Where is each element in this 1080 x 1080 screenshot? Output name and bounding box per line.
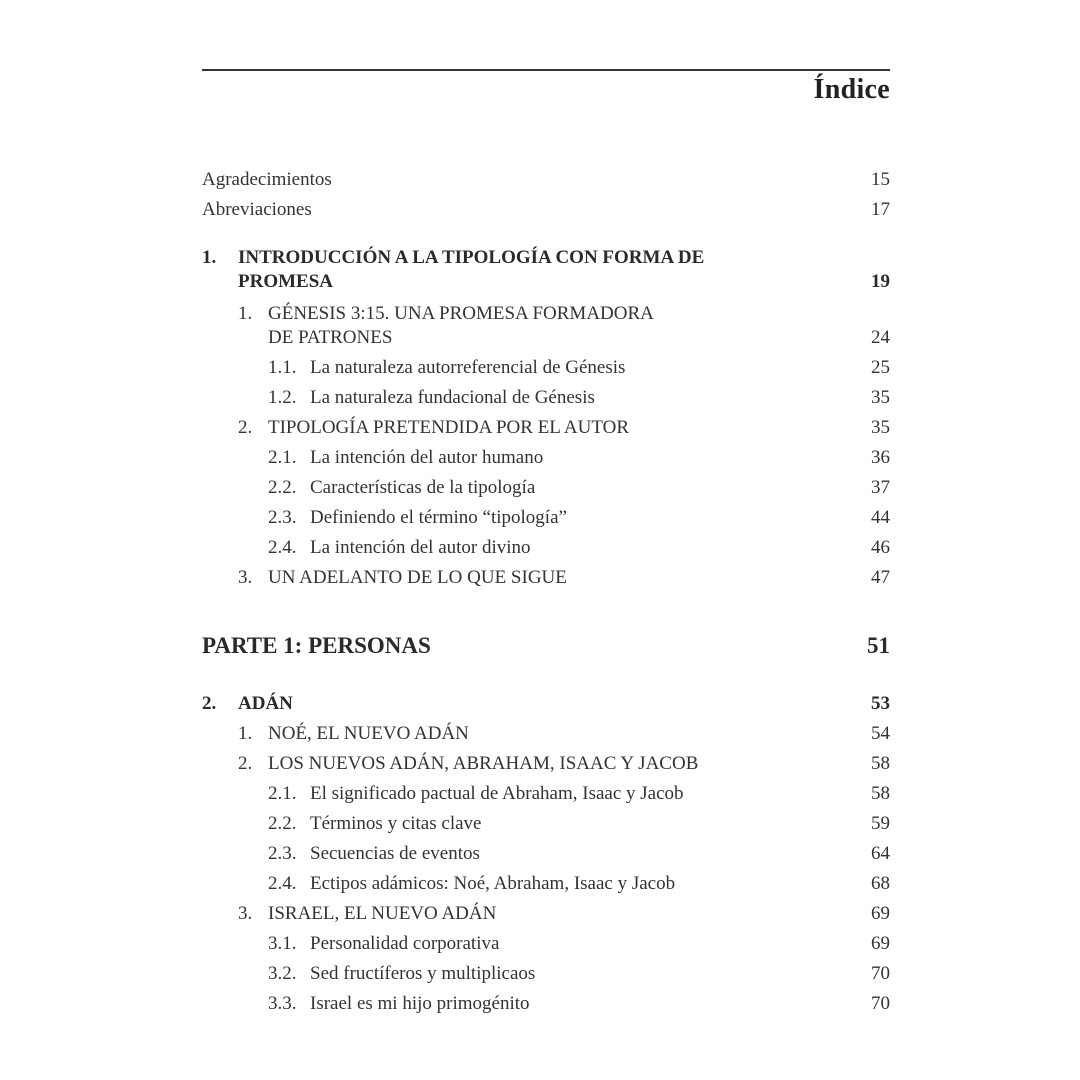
subsection-page: 37 [871,477,890,498]
entry-page: 17 [871,199,890,220]
subsection-page: 68 [871,873,890,894]
subsection-title: La intención del autor humano [310,447,544,468]
subsection-page: 59 [871,813,890,834]
chapter-title [238,246,704,294]
section-title: TIPOLOGÍA PRETENDIDA POR EL AUTOR [268,417,630,438]
subsection-number: 2.2. [268,477,297,498]
subsection-title: El significado pactual de Abraham, Isaac y Jacob [310,783,684,804]
section-number: 2. [238,417,253,438]
subsection-title: Términos y citas clave [310,813,482,834]
chapter-title-line-1: INTRODUCCIÓN A LA TIPOLOGÍA CON FORMA DE [238,247,705,268]
chapter-number: 2. [202,693,217,714]
subsection-number: 2.2. [268,813,297,834]
toc-entry-abreviaciones [202,198,890,222]
section-page: 47 [871,567,890,588]
subsection-title: Características de la tipología [310,477,536,498]
section-page: 24 [871,327,890,348]
subsection-number: 3.3. [268,993,297,1014]
subsection-number: 2.3. [268,507,297,528]
section-page: 58 [871,753,890,774]
section-page: 35 [871,417,890,438]
subsection-title: Secuencias de eventos [310,843,480,864]
chapter-number: 1. [202,247,217,268]
subsection-number: 1.1. [268,357,297,378]
toc-chapter-1 [202,246,890,294]
toc-subsection [202,932,890,956]
section-title: NOÉ, EL NUEVO ADÁN [268,723,469,744]
subsection-title: Israel es mi hijo primogénito [310,993,530,1014]
subsection-page: 46 [871,537,890,558]
toc-section-1-1 [202,302,890,350]
top-rule [202,69,890,71]
toc-section [202,752,890,776]
toc-subsection [202,992,890,1016]
entry-text: Agradecimientos [202,169,332,190]
toc-subsection [202,356,890,380]
subsection-number: 2.4. [268,537,297,558]
section-page: 69 [871,903,890,924]
subsection-title: La naturaleza autorreferencial de Génesis [310,357,626,378]
subsection-number: 3.2. [268,963,297,984]
page-title: Índice [813,74,890,105]
subsection-number: 1.2. [268,387,297,408]
toc-section [202,722,890,746]
toc-subsection [202,446,890,470]
section-title [268,302,654,350]
subsection-page: 35 [871,387,890,408]
toc-subsection [202,812,890,836]
subsection-page: 44 [871,507,890,528]
entry-page: 15 [871,169,890,190]
subsection-number: 3.1. [268,933,297,954]
section-number: 1. [238,303,253,324]
subsection-number: 2.1. [268,783,297,804]
toc-subsection [202,476,890,500]
chapter-page: 19 [871,271,890,292]
toc-subsection [202,872,890,896]
entry-text: Abreviaciones [202,199,312,220]
subsection-number: 2.4. [268,873,297,894]
subsection-title: Personalidad corporativa [310,933,500,954]
toc-section [202,416,890,440]
toc-chapter-2 [202,692,890,716]
toc-subsection [202,506,890,530]
section-title: UN ADELANTO DE LO QUE SIGUE [268,567,567,588]
subsection-number: 2.3. [268,843,297,864]
subsection-number: 2.1. [268,447,297,468]
chapter-page: 53 [871,693,890,714]
chapter-title: ADÁN [238,693,293,714]
section-page: 54 [871,723,890,744]
subsection-title: Sed fructíferos y multiplicaos [310,963,536,984]
subsection-page: 64 [871,843,890,864]
toc-entry-agradecimientos [202,168,890,192]
section-number: 2. [238,753,253,774]
subsection-page: 36 [871,447,890,468]
toc-subsection [202,386,890,410]
section-number: 3. [238,903,253,924]
section-number: 3. [238,567,253,588]
subsection-page: 70 [871,993,890,1014]
section-title-line-2: DE PATRONES [268,327,393,348]
toc-subsection [202,842,890,866]
subsection-title: Definiendo el término “tipología” [310,507,567,528]
subsection-page: 25 [871,357,890,378]
section-title: ISRAEL, EL NUEVO ADÁN [268,903,497,924]
part-title: PARTE 1: PERSONAS [202,633,431,658]
subsection-title: La intención del autor divino [310,537,531,558]
subsection-page: 58 [871,783,890,804]
part-page: 51 [867,633,890,658]
toc-subsection [202,782,890,806]
toc-part-1 [202,632,890,660]
toc-section [202,902,890,926]
toc-subsection [202,962,890,986]
section-title: LOS NUEVOS ADÁN, ABRAHAM, ISAAC Y JACOB [268,753,699,774]
toc-section [202,566,890,590]
section-number: 1. [238,723,253,744]
subsection-title: La naturaleza fundacional de Génesis [310,387,595,408]
chapter-title-line-2: PROMESA [238,271,333,292]
subsection-title: Ectipos adámicos: Noé, Abraham, Isaac y Jacob [310,873,676,894]
subsection-page: 69 [871,933,890,954]
subsection-page: 70 [871,963,890,984]
section-title-line-1: GÉNESIS 3:15. UNA PROMESA FORMADORA [268,303,654,324]
toc-subsection [202,536,890,560]
